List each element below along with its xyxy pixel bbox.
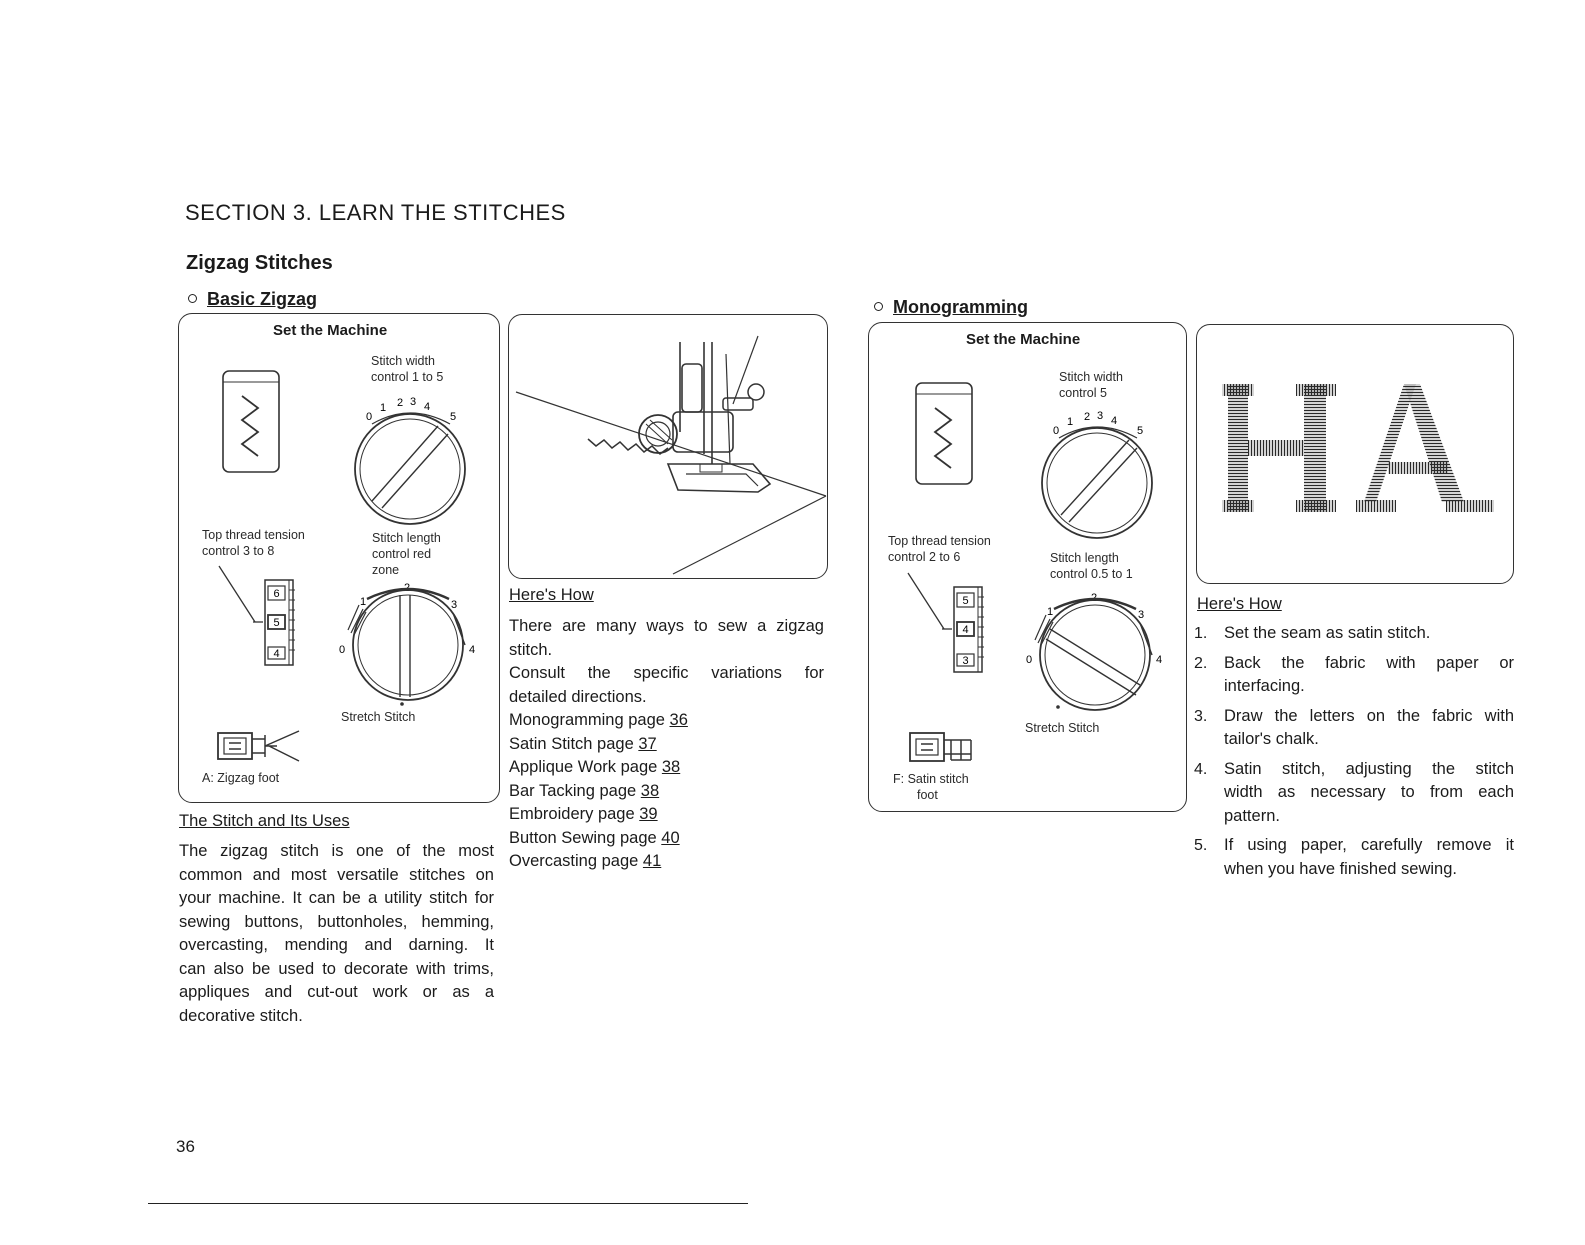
page-reference-list — [509, 709, 688, 874]
monogram-letters-panel — [1196, 352, 1514, 532]
ref-bar-tacking[interactable]: Bar Tacking page 38 — [509, 781, 660, 800]
uses-heading: The Stitch and Its Uses — [179, 812, 350, 830]
stitch-length-dial-icon — [333, 575, 483, 710]
length-mark-2: 2 — [404, 582, 411, 594]
mono-width-label: Stitch width control 5 — [1059, 370, 1123, 400]
length-mark-0: 0 — [1026, 654, 1033, 666]
mono-step-5: 5. If using paper, carefully remove it when you have finished sewing. — [1194, 836, 1514, 878]
dial-mark-5: 5 — [1137, 425, 1144, 437]
satin-stitch-foot-icon — [909, 728, 975, 764]
dial-mark-1: 1 — [1067, 416, 1074, 428]
monogram-letters — [1196, 352, 1514, 532]
tension-mark-5: 5 — [273, 617, 280, 629]
zigzag-stitches-title: Zigzag Stitches — [186, 252, 333, 274]
section-title: SECTION 3. LEARN THE STITCHES — [185, 200, 566, 225]
thread-tension-dial-icon — [215, 560, 310, 668]
mono-stitch-width-dial-icon — [1037, 402, 1162, 527]
mono-tension-label: Top thread tension control 2 to 6 — [888, 534, 991, 564]
length-mark-1: 1 — [1047, 606, 1054, 618]
tension-mark-4: 4 — [962, 624, 969, 636]
satin-foot-label: F: Satin stitch foot — [893, 772, 969, 802]
dial-mark-2: 2 — [1084, 411, 1091, 423]
dial-mark-0: 0 — [366, 411, 373, 423]
stitch-width-dial-icon — [350, 388, 475, 513]
zigzag-pattern-icon — [222, 370, 280, 473]
mono-length-label: Stitch length control 0.5 to 1 — [1050, 551, 1133, 581]
monogramming-heading — [874, 297, 1028, 318]
mono-heres-how-heading: Here's How — [1197, 595, 1282, 613]
tension-mark-3: 3 — [962, 655, 969, 667]
mono-stretch-label: Stretch Stitch — [1025, 721, 1100, 735]
monogramming-heading-text: Monogramming — [893, 297, 1028, 317]
mono-step-4: 4. Satin stitch, adjusting the stitch width as necessary to from each pattern. — [1194, 759, 1514, 825]
mono-stitch-length-dial-icon — [1020, 585, 1170, 720]
basic-zigzag-heading — [188, 289, 317, 310]
length-mark-4: 4 — [1156, 654, 1163, 666]
length-mark-4: 4 — [469, 644, 476, 656]
basic-tension-label: Top thread tension control 3 to 8 — [202, 528, 305, 558]
ref-monogramming[interactable]: Monogramming page 36 — [509, 711, 688, 729]
dial-mark-4: 4 — [1111, 415, 1118, 427]
ref-button-sewing[interactable]: Button Sewing page 40 — [509, 828, 680, 847]
sewing-foot-illustration — [508, 314, 828, 579]
dial-mark-1: 1 — [380, 402, 387, 414]
heres-how-intro: There are many ways to sew a zigzag stitch. Consult the specific variations for detailed directions. — [509, 617, 824, 706]
length-mark-2: 2 — [1091, 592, 1098, 604]
ref-overcasting[interactable]: Overcasting page 41 — [509, 852, 662, 870]
ref-embroidery[interactable]: Embroidery page 39 — [509, 805, 658, 823]
mono-step-2: 2. Back the fabric with paper or interfacing. — [1194, 653, 1514, 695]
heres-how-heading: Here's How — [509, 586, 594, 604]
basic-width-label: Stitch width control 1 to 5 — [371, 354, 444, 384]
basic-stretch-label: Stretch Stitch — [341, 710, 416, 724]
bullet-icon — [188, 294, 197, 303]
ref-applique-work[interactable]: Applique Work page 38 — [509, 758, 681, 776]
dial-mark-2: 2 — [397, 397, 404, 409]
bullet-icon — [874, 302, 883, 311]
uses-paragraph: The zigzag stitch is one of the most common and most versatile stitches on your machine. It can be a utility stitch for sewing buttons, buttonholes, hemming, overcasting, mending and darning. It can also be used to decorate with trims, appliques and cut-out work or as a decorative stitch. — [179, 842, 494, 1025]
tension-mark-5: 5 — [962, 595, 969, 607]
length-mark-3: 3 — [1138, 609, 1145, 621]
dial-mark-4: 4 — [424, 401, 431, 413]
dial-mark-3: 3 — [1097, 410, 1104, 422]
mono-panel-title: Set the Machine — [966, 331, 1081, 348]
basic-panel-title: Set the Machine — [273, 322, 388, 339]
dial-mark-3: 3 — [410, 396, 417, 408]
basic-length-label: Stitch length control red zone — [372, 531, 441, 577]
dial-mark-5: 5 — [450, 411, 457, 423]
page-number: 36 — [176, 1137, 195, 1156]
mono-step-3: 3. Draw the letters on the fabric with tailor's chalk. — [1194, 706, 1514, 748]
dial-mark-0: 0 — [1053, 425, 1060, 437]
length-mark-3: 3 — [451, 599, 458, 611]
basic-zigzag-heading-text: Basic Zigzag — [207, 289, 318, 309]
mono-steps-list — [1194, 622, 1514, 881]
zigzag-foot-icon — [217, 727, 307, 763]
tension-mark-4: 4 — [273, 648, 280, 660]
zigzag-foot-label: A: Zigzag foot — [202, 771, 280, 785]
mono-thread-tension-dial-icon — [904, 567, 999, 675]
mono-step-1: 1. Set the seam as satin stitch. — [1194, 624, 1431, 642]
footer-rule — [148, 1203, 748, 1204]
mono-zigzag-pattern-icon — [915, 382, 973, 485]
ref-satin-stitch[interactable]: Satin Stitch page 37 — [509, 734, 657, 753]
length-mark-0: 0 — [339, 644, 346, 656]
tension-mark-6: 6 — [273, 588, 280, 600]
length-mark-1: 1 — [360, 596, 367, 608]
